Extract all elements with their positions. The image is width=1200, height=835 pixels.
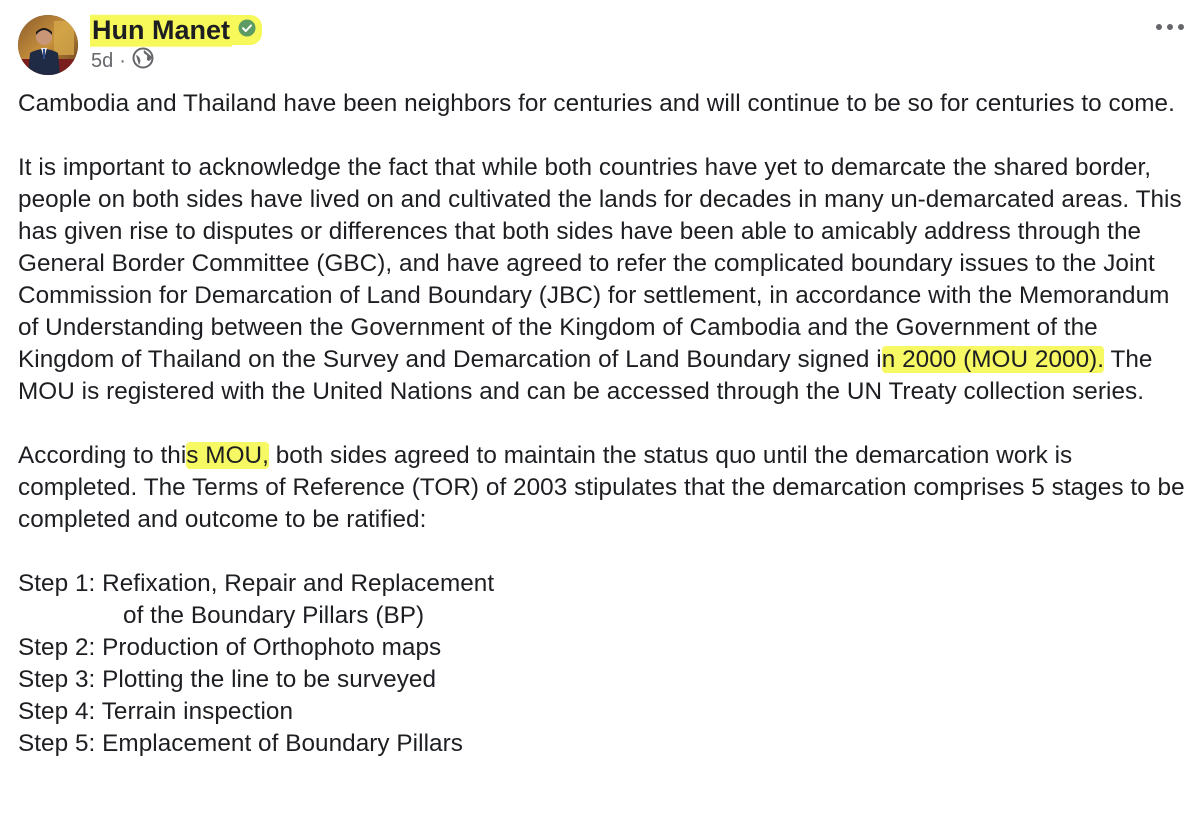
more-options-button[interactable] bbox=[1150, 14, 1190, 40]
avatar-photo bbox=[18, 15, 78, 75]
step-1: Step 1: Refixation, Repair and Replacement bbox=[18, 570, 495, 597]
paragraph-2 bbox=[18, 152, 1188, 408]
paragraph-2-text-b: The MOU is registered with the United Nations and can be accessed through the UN Treaty collection series. bbox=[18, 346, 1153, 405]
author-name[interactable]: Hun Manet bbox=[90, 11, 232, 49]
step-4: Step 4: Terrain inspection bbox=[18, 698, 294, 725]
post-meta bbox=[91, 49, 154, 73]
paragraph-3 bbox=[18, 440, 1188, 536]
highlight-mou-2000: n 2000 (MOU 2000). bbox=[881, 346, 1105, 373]
paragraph-3-text-a: According to thi bbox=[18, 442, 187, 469]
author-highlight bbox=[232, 15, 262, 45]
step-1-continued: of the Boundary Pillars (BP) bbox=[123, 602, 425, 629]
step-5: Step 5: Emplacement of Boundary Pillars bbox=[18, 730, 463, 757]
meta-separator: · bbox=[119, 49, 126, 72]
globe-icon[interactable] bbox=[132, 47, 154, 75]
author-line bbox=[90, 10, 262, 50]
ellipsis-icon bbox=[1155, 23, 1185, 31]
paragraph-1: Cambodia and Thailand have been neighbors for centuries and will continue to be so for centuries to come. bbox=[18, 90, 1175, 117]
avatar[interactable] bbox=[18, 15, 78, 75]
step-2: Step 2: Production of Orthophoto maps bbox=[18, 634, 442, 661]
highlight-mou: s MOU, bbox=[186, 442, 269, 469]
verified-badge-icon bbox=[238, 19, 256, 42]
paragraph-3-text-b: both sides agreed to maintain the status quo until the demarcation work is completed. The Terms of Reference (TOR) of 2003 stipulates that the demarcation comprises 5 stages to be completed and outcome to be ratified: bbox=[18, 442, 1185, 533]
steps-list bbox=[18, 568, 1188, 760]
step-3: Step 3: Plotting the line to be surveyed bbox=[18, 666, 437, 693]
post-time[interactable]: 5d bbox=[91, 49, 114, 72]
paragraph-2-text-a: It is important to acknowledge the fact that while both countries have yet to demarcate the shared border, people on both sides have lived on and cultivated the lands for decades in many un-demarcated areas. This has given rise to disputes or differences that both sides have been able to amicably address through the General Border Committee (GBC), and have agreed to refer the complicated boundary issues to the Joint Commission for Demarcation of Land Boundary (JBC) for settlement, in accordance with the Memorandum of Understanding between the Government of the Kingdom of Cambodia and the Government of the Kingdom of Thailand on the Survey and Demarcation of Land Boundary signed i bbox=[18, 154, 1182, 373]
post-text bbox=[18, 88, 1188, 760]
post-header bbox=[0, 0, 1200, 90]
